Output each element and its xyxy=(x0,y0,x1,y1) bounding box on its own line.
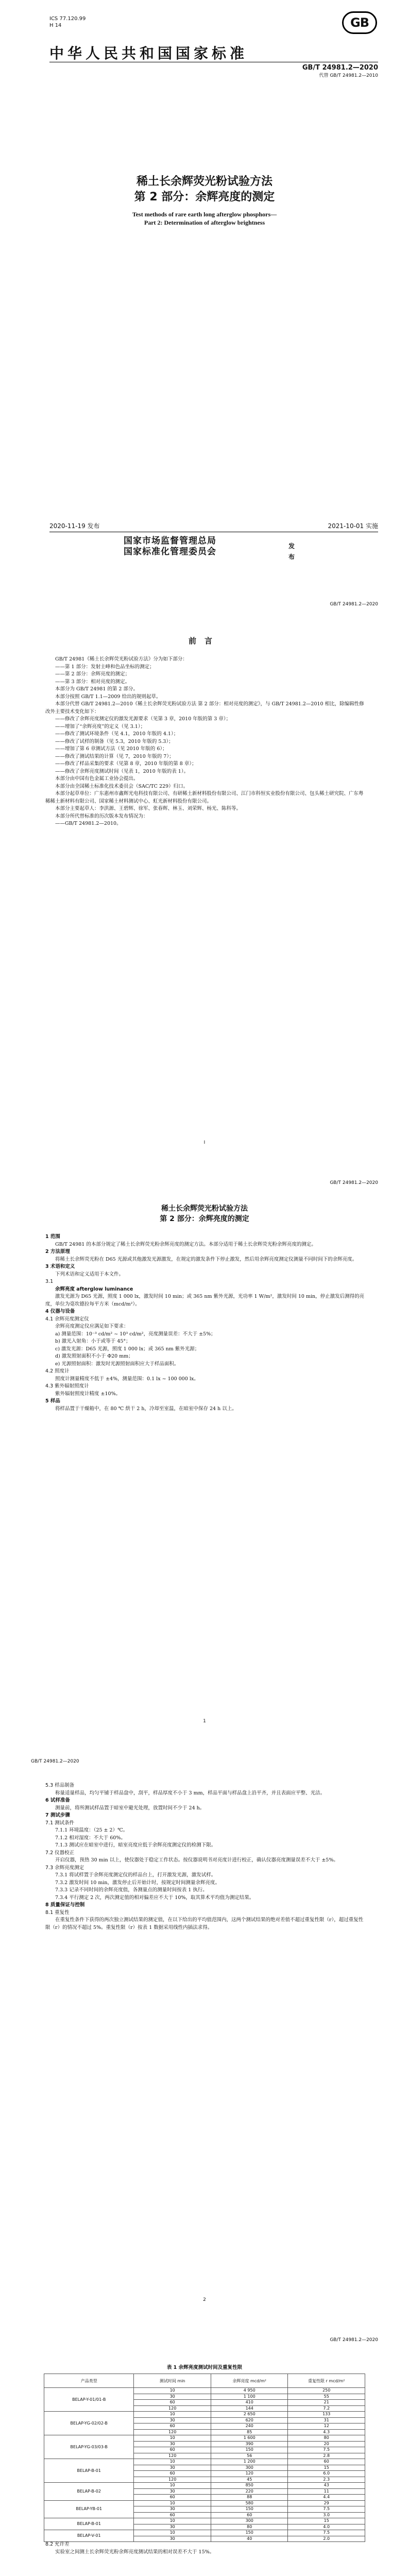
table-cell: 15 xyxy=(288,2518,365,2524)
title-en-2: Part 2: Determination of afterglow brightness xyxy=(144,219,265,226)
product-type-cell: BELAP-YG-03/03-B xyxy=(44,2435,134,2459)
table-cell: 85 xyxy=(211,2429,288,2435)
foreword-paragraph: ——修改了样品采集的要求（见第 8 章，2010 年版的第 8 章）； xyxy=(55,761,197,767)
product-type-cell: BELAP-Y-01/01-B xyxy=(44,2388,134,2412)
term-name: 余辉亮度 afterglow luminance xyxy=(55,1286,133,1292)
standard-code-block xyxy=(302,64,378,78)
content-page-2 xyxy=(0,1736,409,2314)
table-cell: 10 xyxy=(134,2435,211,2442)
list-item: b) 激光入射角：小于或等于 45°； xyxy=(55,1338,131,1344)
table-cell: 40 xyxy=(211,2536,288,2542)
table-row xyxy=(44,2483,365,2489)
product-type-cell: BELAP-YG-02/02-B xyxy=(44,2412,134,2435)
table-cell: 11 xyxy=(288,2488,365,2495)
table-cell: 30 xyxy=(134,2465,211,2471)
content-body-2 xyxy=(45,1782,368,1931)
list-item: 7.3.4 平行测定 2 次，两次测定值的相对偏差应不大于 10%，取其算术平均值为测定结果。 xyxy=(55,1894,254,1901)
section-heading: 1 范围 xyxy=(45,1234,60,1240)
content-page-1 xyxy=(0,1157,409,1736)
table-row xyxy=(44,2459,365,2465)
table-cell: 30 xyxy=(134,2524,211,2530)
subsection-heading: 8.2 允许差 xyxy=(45,2541,70,2547)
foreword-paragraph: ——增加了第 6 章测试方法（见 2010 年版的 6）； xyxy=(55,746,167,752)
table-cell: 120 xyxy=(134,2453,211,2459)
table-cell: 1 100 xyxy=(211,2394,288,2400)
table-header: 余辉亮度 mcd/m² xyxy=(211,2374,288,2388)
section-heading: 2 方法原理 xyxy=(45,1249,70,1255)
foreword-page xyxy=(0,579,409,1157)
table-cell: 2 650 xyxy=(211,2412,288,2418)
table-cell: 30 xyxy=(134,2536,211,2542)
table-cell: 15 xyxy=(288,2465,365,2471)
table-cell: 60 xyxy=(211,2512,288,2518)
table-cell: 30 xyxy=(134,2506,211,2513)
table-header: 重复性限 r mcd/m² xyxy=(288,2374,365,2388)
section-text: 余辉亮度测定仪应满足如下要求： xyxy=(55,1324,129,1329)
table-header-row xyxy=(44,2374,365,2388)
foreword-paragraph: ——GB/T 24981.2—2010。 xyxy=(55,821,122,826)
foreword-paragraph: 本部分按照 GB/T 1.1—2009 给出的规则起草。 xyxy=(55,693,161,700)
table-cell: 120 xyxy=(134,2405,211,2412)
subsection-heading: 4.3 紫外辐射照度计 xyxy=(45,1383,89,1389)
foreword-paragraph: ——修改了测试结果的计算（见 7，2010 年版的 7）； xyxy=(55,753,174,759)
table-cell: 10 xyxy=(134,2483,211,2489)
repeatability-table xyxy=(44,2374,365,2542)
list-item: 7.1.3 测试应在暗室中进行，暗室亮度应低于余辉亮度测定仪的检测下限。 xyxy=(55,1842,216,1848)
table-cell: 300 xyxy=(211,2465,288,2471)
standard-code: GB/T 24981.2—2020 xyxy=(302,64,378,72)
table-cell: 55 xyxy=(288,2394,365,2400)
ccs-code: H 14 xyxy=(49,23,62,28)
table-cell: 2.3 xyxy=(288,2477,365,2483)
section-text: 照度计测量精度不低于 ±4%，测量范围：0.1 lx ~ 100 000 lx。 xyxy=(55,1376,199,1382)
table-cell: 7.5 xyxy=(288,2506,365,2513)
foreword-paragraph: GB/T 24981《稀土长余辉荧光粉试验方法》分为如下部分： xyxy=(55,656,188,662)
table-cell: 4 950 xyxy=(211,2388,288,2394)
table-cell: 21 xyxy=(288,2400,365,2406)
list-item: 7.3.3 记录不同时间的余辉亮度值，各测量点的测量时间按表 1 执行。 xyxy=(55,1887,208,1893)
subsection-heading: 7.1 测试条件 xyxy=(45,1820,75,1826)
section-heading: 8 质量保证与控制 xyxy=(45,1902,85,1908)
foreword-paragraph: ——修改了余辉亮度测定仪的激发光源要求（见第 3 章，2010 年版的第 3 章）； xyxy=(55,716,231,722)
table-cell: 10 xyxy=(134,2388,211,2394)
table-cell: 580 xyxy=(211,2500,288,2506)
foreword-paragraph: 本部分由全国稀土标准化技术委员会（SAC/TC 229）归口。 xyxy=(55,783,189,789)
list-item: 7.1.1 环境温度：（25 ± 2）℃。 xyxy=(55,1827,128,1833)
list-item: 7.1.2 相对湿度：不大于 60%。 xyxy=(55,1835,126,1841)
table-row xyxy=(44,2530,365,2536)
running-head: GB/T 24981.2—2020 xyxy=(330,1180,378,1185)
list-item: 7.3.2 激发时间 10 min，激发停止后开始计时，按规定时间测量余辉亮度。 xyxy=(55,1879,220,1886)
table-cell: 60 xyxy=(134,2424,211,2430)
content-page-3 xyxy=(0,2314,409,2576)
subsection-heading: 7.3 余辉亮度测定 xyxy=(45,1865,84,1871)
foreword-paragraph: 本部分代替 GB/T 24981.2—2010《稀土长余辉荧光粉试验方法 第 2 部分：相对亮度的测定》，与 GB/T 24981.2—2010 相比，除编辑性修改外主要技术变化如下： xyxy=(45,701,364,715)
table-cell: 10 xyxy=(134,2530,211,2536)
section-heading: 5 样品 xyxy=(45,1398,60,1404)
running-head: GB/T 24981.2—2020 xyxy=(330,602,378,607)
table-cell: 2.8 xyxy=(288,2453,365,2459)
table-cell: 60 xyxy=(288,2459,365,2465)
term-number: 3.1 xyxy=(45,1279,54,1284)
foreword-paragraph: ——第 2 部分：余辉亮度的测定； xyxy=(55,671,130,677)
table-cell: 7.5 xyxy=(288,2447,365,2453)
foreword-paragraph: ——增加了“余辉亮度”的定义（见 3.1）； xyxy=(55,723,146,730)
table-cell: 4.3 xyxy=(288,2429,365,2435)
section-text: GB/T 24981 的本部分规定了稀土长余辉荧光粉余辉亮度的测定方法。本部分适用于稀土长余辉荧光粉余辉亮度的测定。 xyxy=(55,1241,316,1247)
product-type-cell: BELAP-B-01 xyxy=(44,2518,134,2530)
list-item: a) 测量范围：10⁻³ cd/m² ~ 10³ cd/m²，亮度测量误差：不大于 ±5%； xyxy=(55,1331,216,1337)
issuer-2: 国家标准化管理委员会 xyxy=(124,547,216,557)
table-cell: 4.0 xyxy=(288,2524,365,2530)
table-cell: 850 xyxy=(211,2483,288,2489)
foreword-paragraph: ——修改了测试环境条件（见 4.1，2010 年版的 4.1）； xyxy=(55,731,179,737)
page-number: 2 xyxy=(203,2297,206,2302)
subsection-heading: 4.2 照度计 xyxy=(45,1368,70,1374)
replaces-code: 代替 GB/T 24981.2—2010 xyxy=(319,73,378,78)
content-body-1 xyxy=(45,1233,368,1413)
table-cell: 43 xyxy=(288,2483,365,2489)
page-number: 1 xyxy=(203,1719,206,1724)
table-cell: 1 600 xyxy=(211,2435,288,2442)
section-text: 紫外辐射照度计精度 ±10%。 xyxy=(55,1391,121,1397)
foreword-paragraph: 本部分为 GB/T 24981 的第 2 部分。 xyxy=(55,686,138,692)
table-cell: 80 xyxy=(211,2524,288,2530)
classification-codes xyxy=(49,15,86,29)
foreword-paragraph: 本部分主要起草人：李洪源、王碧辉、徐军、张春辉、林玉、刘荣辉、杨光、陈科等。 xyxy=(55,806,242,811)
table-cell: 10 xyxy=(134,2500,211,2506)
table-cell: 30 xyxy=(134,2441,211,2447)
table-cell: 88 xyxy=(211,2495,288,2501)
table-cell: 7.5 xyxy=(288,2530,365,2536)
page-number: I xyxy=(203,1140,206,1145)
table-cell: 150 xyxy=(211,2447,288,2453)
table-caption: 表 1 余辉亮度测试时间及重复性限 xyxy=(166,2365,243,2370)
content-body-3 xyxy=(45,2541,368,2556)
foreword-paragraph: ——修改了余辉亮度测试时间（见表 1，2010 年版的表 1）。 xyxy=(55,768,189,774)
section-heading: 4 仪器与设备 xyxy=(45,1309,75,1314)
list-item: 7.3.1 将试样置于余辉亮度测定仪的样品台上，打开激发光源，激发试样。 xyxy=(55,1872,216,1878)
section-heading: 6 试样准备 xyxy=(45,1798,70,1803)
list-item: e) 光源照射面积：激发时光源照射面积应大于样品面积。 xyxy=(55,1361,179,1367)
list-item: c) 激发光源：D65 光源，照度 1 000 lx；或 365 nm 紫外光源； xyxy=(55,1346,200,1352)
cover-titles xyxy=(31,174,378,227)
product-type-cell: BELAP-YB-01 xyxy=(44,2500,134,2518)
subsection-heading: 8.1 重复性 xyxy=(45,1909,70,1916)
table-cell: 60 xyxy=(134,2400,211,2406)
table-cell: 10 xyxy=(134,2412,211,2418)
product-type-cell: BELAP-B-01 xyxy=(44,2459,134,2483)
table-cell: 10 xyxy=(134,2518,211,2524)
table-cell: 30 xyxy=(134,2417,211,2424)
table-body xyxy=(44,2388,365,2542)
section-heading: 7 测试步骤 xyxy=(45,1812,70,1818)
running-head: GB/T 24981.2—2020 xyxy=(31,1759,79,1764)
product-type-cell: BELAP-V-01 xyxy=(44,2530,134,2542)
table-cell: 250 xyxy=(288,2388,365,2394)
table-row xyxy=(44,2518,365,2524)
doc-title-2: 第 2 部分：余辉亮度的测定 xyxy=(160,1215,249,1223)
issuer-suffix: 发布 xyxy=(288,543,296,561)
subsection-heading: 7.2 仪器校正 xyxy=(45,1850,75,1856)
table-row xyxy=(44,2500,365,2506)
title-cn-1: 稀土长余辉荧光粉试验方法 xyxy=(136,175,272,188)
section-text: 下列术语和定义适用于本文件。 xyxy=(55,1271,124,1277)
table-cell: 120 xyxy=(134,2429,211,2435)
table-cell: 6.0 xyxy=(288,2471,365,2477)
issuer-block xyxy=(124,536,296,561)
table-cell: 30 xyxy=(134,2488,211,2495)
table-header: 测试时间 min xyxy=(134,2374,211,2388)
table-cell: 31 xyxy=(288,2417,365,2424)
table-cell: 150 xyxy=(211,2506,288,2513)
foreword-paragraph: 本部分起草单位：广东惠州市鑫辉光电科技有限公司、有研稀土新材料股份有限公司、江门市科恒实业股份有限公司、包头稀土研究院、广东粤稀稀土新材料有限公司、国家稀土材料测试中心、虹光新材料股份有限公司。 xyxy=(45,791,364,804)
list-item: d) 激发照射面积不小于 Φ20 mm； xyxy=(55,1353,133,1359)
table-cell: 240 xyxy=(211,2424,288,2430)
table-cell: 300 xyxy=(211,2518,288,2524)
impl-date: 2021-10-01 实施 xyxy=(328,522,378,530)
running-head: GB/T 24981.2—2020 xyxy=(330,2337,378,2343)
foreword-body xyxy=(45,656,368,828)
section-heading: 3 术语和定义 xyxy=(45,1264,75,1269)
table-cell: 7.2 xyxy=(288,2405,365,2412)
section-text: 在重复性条件下获得的两次独立测试结果的测定值，在以下给出的平均值范围内，这两个测试结果的绝对差值不超过重复性限（r），超过重复性限（r）的情况不超过 5%。重复性限（r）按表 1 数据采用线性内插法求得。 xyxy=(45,1917,364,1930)
standard-org-title: 中华人民共和国国家标准 xyxy=(49,45,248,62)
term-definition: 激发光源为 D65 光源，照度 1 000 lx，激发时间 10 min；或 365 nm 紫外光源，光功率 1 W/m²，激发时间 10 min，停止激发后测得的亮度，单位为毫坎德拉每平方米（mcd/m²）。 xyxy=(45,1294,365,1307)
table-row xyxy=(44,2388,365,2394)
table-cell: 2.0 xyxy=(288,2536,365,2542)
table-cell: 390 xyxy=(211,2441,288,2447)
table-cell: 45 xyxy=(211,2477,288,2483)
table-cell: 144 xyxy=(211,2405,288,2412)
table-row xyxy=(44,2412,365,2418)
table-cell: 60 xyxy=(134,2471,211,2477)
table-cell: 56 xyxy=(211,2453,288,2459)
table-cell: 10 xyxy=(134,2459,211,2465)
table-cell: 29 xyxy=(288,2500,365,2506)
foreword-paragraph: 本部分由中国有色金属工业协会提出。 xyxy=(55,776,139,782)
foreword-paragraph: ——第 3 部分：相对亮度的测定。 xyxy=(55,679,130,685)
table-cell: 120 xyxy=(211,2471,288,2477)
table-cell: 3.0 xyxy=(288,2512,365,2518)
table-cell: 1 200 xyxy=(211,2459,288,2465)
table-cell: 410 xyxy=(211,2400,288,2406)
table-cell: 150 xyxy=(211,2530,288,2536)
foreword-paragraph: ——第 1 部分：发射主峰和色品坐标的测定； xyxy=(55,664,155,670)
issuer-1: 国家市场监督管理总局 xyxy=(124,536,216,546)
table-cell: 12 xyxy=(288,2424,365,2430)
gb-logo: GB xyxy=(342,11,377,34)
table-cell: 4.4 xyxy=(288,2495,365,2501)
table-row xyxy=(44,2435,365,2442)
table-cell: 30 xyxy=(134,2394,211,2400)
table-cell: 20 xyxy=(288,2441,365,2447)
table-cell: 620 xyxy=(211,2417,288,2424)
title-en-1: Test methods of rare earth long afterglow phosphors— xyxy=(132,211,277,218)
cover-page xyxy=(0,0,409,579)
section-text: 开启仪器，预热 30 min 以上，使仪器处于稳定工作状态。按仪器说明书对亮度计进行校正，确认仪器亮度测量误差不大于 ±5%。 xyxy=(55,1857,338,1863)
subsection-heading: 5.3 样品制备 xyxy=(45,1783,75,1788)
section-text: 将样品置于干燥箱中，在 80 ℃ 烘干 2 h，冷却至室温，在暗室中保存 24 h 以上。 xyxy=(55,1405,237,1412)
section-text: 实验室之间测土长余辉荧光粉余辉亮度测试结果的相对误差不大于 15%。 xyxy=(55,2549,215,2555)
table-cell: 133 xyxy=(288,2412,365,2418)
issue-date: 2020-11-19 发布 xyxy=(49,522,100,530)
table-cell: 220 xyxy=(211,2488,288,2495)
table-header: 产品类型 xyxy=(44,2374,134,2388)
foreword-title: 前言 xyxy=(188,636,220,646)
doc-title-1: 稀土长余辉荧光粉试验方法 xyxy=(161,1205,248,1213)
foreword-paragraph: ——修改了试样的制备（见 5.3，2010 年版的 5.3）； xyxy=(55,738,174,744)
title-cn-2: 第 2 部分：余辉亮度的测定 xyxy=(134,191,275,204)
section-text: 将稀土长余辉荧光粉在 D65 光源或其他激发光源激发，在规定的激发条件下停止激发，然后用余辉亮度测定仪测量不同时间下的余辉亮度。 xyxy=(55,1256,357,1262)
table-cell: 60 xyxy=(134,2512,211,2518)
table-cell: 80 xyxy=(288,2435,365,2442)
subsection-heading: 4.1 余辉亮度测定仪 xyxy=(45,1316,89,1322)
table-cell: 120 xyxy=(134,2477,211,2483)
section-text: 称量适量样品，均匀平铺于样品盘中，刮平，样品厚度不小于 3 mm，样品平面与样品盘上沿平齐，并且表面应平整、光洁。 xyxy=(55,1790,326,1796)
ics-code: ICS 77.120.99 xyxy=(49,16,86,22)
table-cell: 60 xyxy=(134,2495,211,2501)
section-text: 测量前，将所测试样品置于暗室中避光处理，放置时间不少于 24 h。 xyxy=(55,1805,205,1811)
table-cell: 60 xyxy=(134,2447,211,2453)
foreword-paragraph: 本部分所代替标准的历次版本发布情况为： xyxy=(55,813,148,819)
product-type-cell: BELAP-B-02 xyxy=(44,2483,134,2501)
